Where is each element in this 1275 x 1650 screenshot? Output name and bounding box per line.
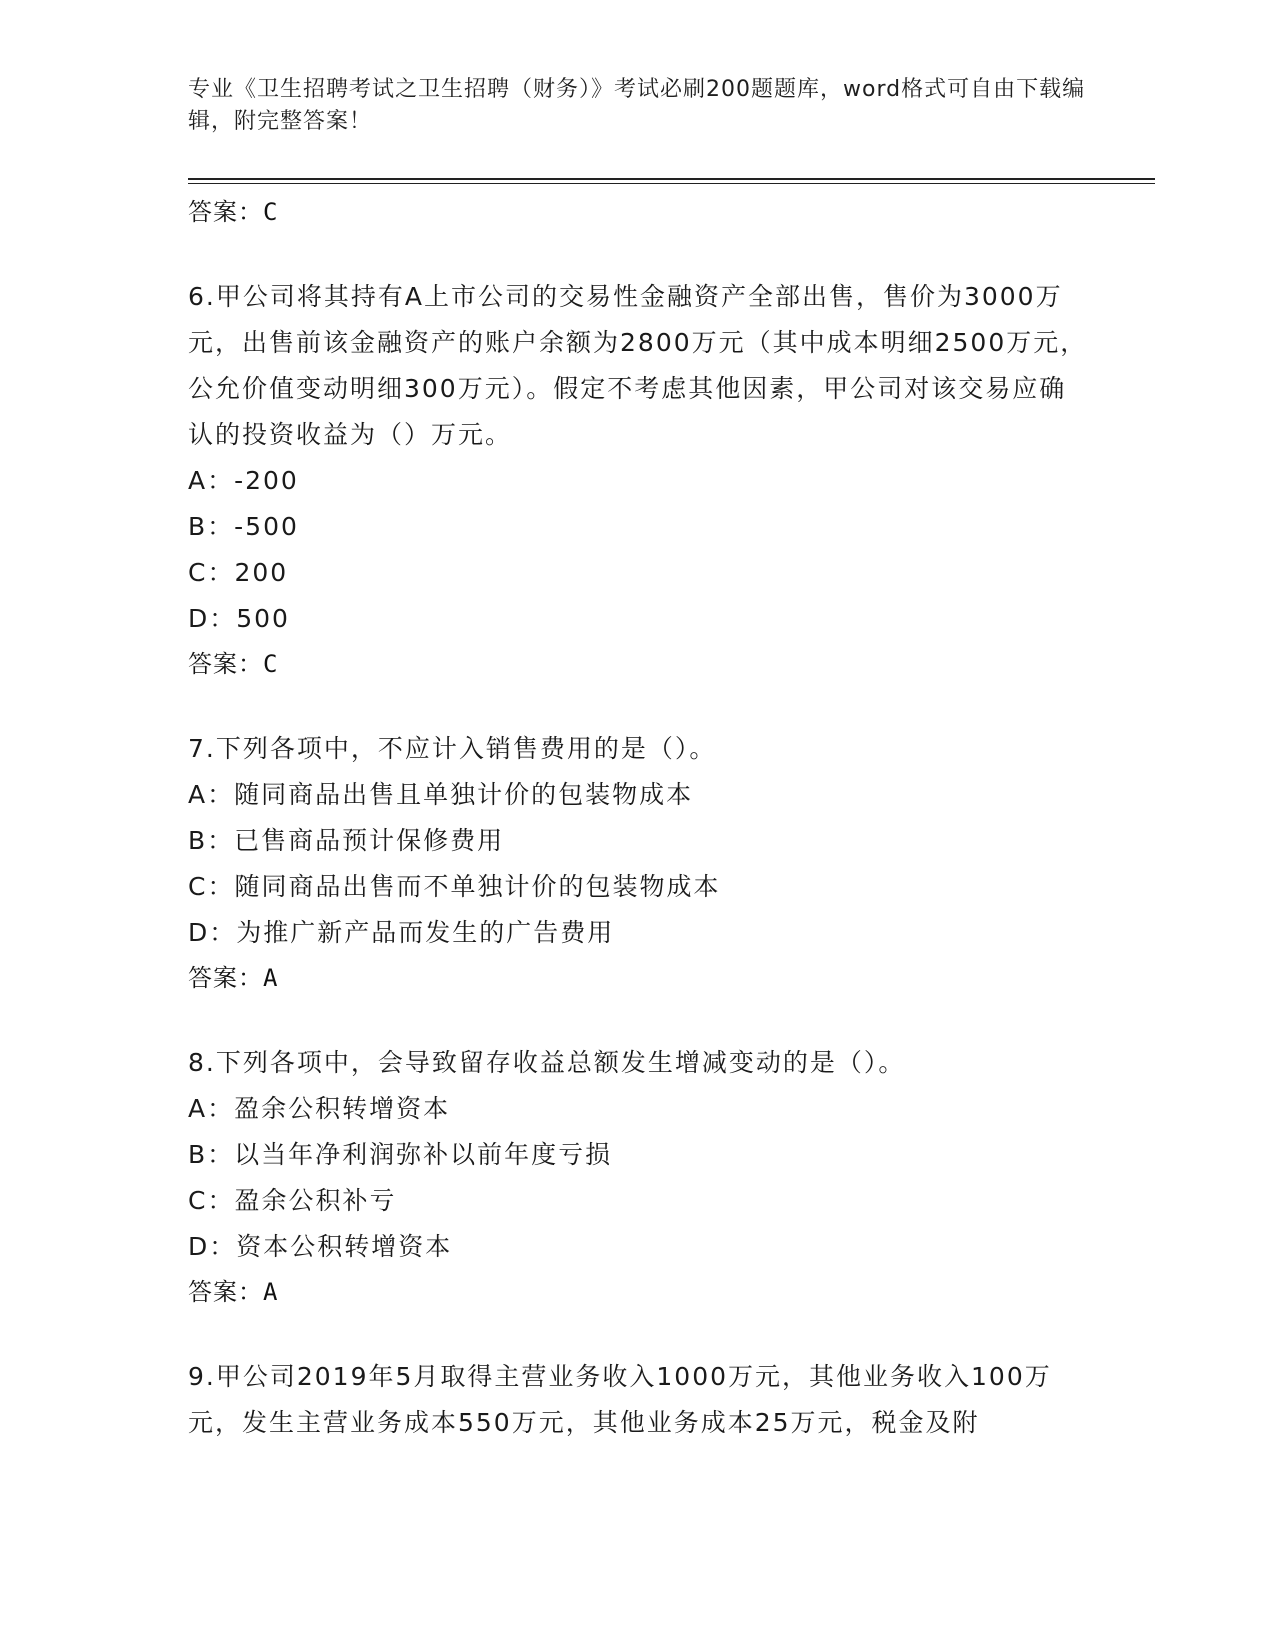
option-d: D：为推广新产品而发生的广告费用 xyxy=(188,918,615,947)
answer-value: C xyxy=(263,650,279,678)
header-divider-thick xyxy=(188,178,1155,180)
option-c: C：盈余公积补亏 xyxy=(188,1186,397,1215)
option-d: D：500 xyxy=(188,604,290,633)
option-c: C：200 xyxy=(188,558,289,587)
question-stem: 8.下列各项中，会导致留存收益总额发生增减变动的是（）。 xyxy=(188,1048,906,1077)
option-a: A：随同商品出售且单独计价的包装物成本 xyxy=(188,780,694,809)
answer-value: C xyxy=(263,198,279,226)
option-c: C：随同商品出售而不单独计价的包装物成本 xyxy=(188,872,721,901)
question-6 xyxy=(188,274,1088,686)
header-divider-thin xyxy=(188,183,1155,184)
question-8 xyxy=(188,1040,1088,1314)
question-stem: 6.甲公司将其持有A上市公司的交易性金融资产全部出售，售价为3000万元，出售前该金融资产的账户余额为2800万元（其中成本明细2500万元，公允价值变动明细300万元）。假定不考虑其他因素，甲公司对该交易应确认的投资收益为（）万元。 xyxy=(188,282,1088,449)
answer-line xyxy=(188,190,1088,234)
option-b: B：以当年净利润弥补以前年度亏损 xyxy=(188,1140,613,1169)
question-7 xyxy=(188,726,1088,1000)
answer-line xyxy=(188,1270,1088,1314)
option-a: A：盈余公积转增资本 xyxy=(188,1094,451,1123)
answer-line xyxy=(188,642,1088,686)
answer-line xyxy=(188,956,1088,1000)
answer-value: A xyxy=(263,964,279,992)
answer-label: 答案： xyxy=(188,198,263,226)
answer-label: 答案： xyxy=(188,650,263,678)
answer-value: A xyxy=(263,1278,279,1306)
option-d: D：资本公积转增资本 xyxy=(188,1232,453,1261)
answer-label: 答案： xyxy=(188,964,263,992)
answer-label: 答案： xyxy=(188,1278,263,1306)
question-9 xyxy=(188,1354,1088,1446)
option-b: B：-500 xyxy=(188,512,299,541)
question-stem: 9.甲公司2019年5月取得主营业务收入1000万元，其他业务收入100万元，发生主营业务成本550万元，其他业务成本25万元，税金及附 xyxy=(188,1362,1052,1437)
question-list xyxy=(188,190,1088,1446)
option-a: A：-200 xyxy=(188,466,299,495)
option-b: B：已售商品预计保修费用 xyxy=(188,826,505,855)
document-header: 专业《卫生招聘考试之卫生招聘（财务）》考试必刷200题题库，word格式可自由下载编辑，附完整答案！ xyxy=(188,77,1086,134)
question-stem: 7.下列各项中，不应计入销售费用的是（）。 xyxy=(188,734,717,763)
